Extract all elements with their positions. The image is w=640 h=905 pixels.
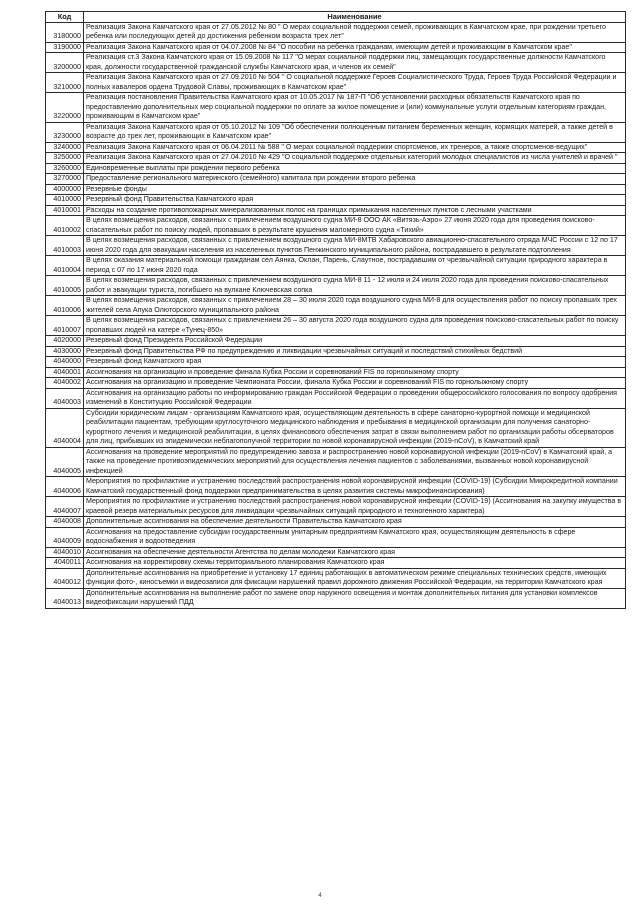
row-name: Ассигнования на предоставление субсидии государственным унитарным предприятиям Камчатского края, осуществляющим деятельность в сфере водоснабжения и водоотведения	[84, 527, 626, 547]
table-row	[46, 296, 626, 316]
row-name: В целях возмещения расходов, связанных с привлечением 28 – 30 июля 2020 года воздушного судна МИ-8 для осуществления работ по поиску пропавших трех жителей села Апука Олюторского муниципального района	[84, 296, 626, 316]
row-name: Реализация Закона Камчатского края от 27.09.2010 № 504 " О социальной поддержке Героев Социалистического Труда, Героев Труда Российской Федерации и полных кавалеров ордена Трудовой Славы, проживающих в Камчатском крае"	[84, 73, 626, 93]
table-row	[46, 122, 626, 142]
row-code: 4040008	[46, 517, 84, 528]
table-row	[46, 346, 626, 357]
row-name: Дополнительные ассигнования на выполнение работ по замене опор наружного освещения и монтаж дополнительных питания для установки комплексов видеофиксации нарушений ПДД	[84, 588, 626, 608]
table-row	[46, 163, 626, 174]
row-code: 4020000	[46, 336, 84, 347]
table-row	[46, 53, 626, 73]
row-code: 4010004	[46, 256, 84, 276]
row-name: Дополнительные ассигнования на обеспечение деятельности Правительства Камчатского края	[84, 517, 626, 528]
row-code: 4040010	[46, 547, 84, 558]
row-code: 4040011	[46, 558, 84, 569]
row-code: 4010002	[46, 216, 84, 236]
table-row	[46, 497, 626, 517]
row-code: 4010000	[46, 195, 84, 206]
row-name: В целях возмещения расходов, связанных с привлечением воздушного судна МИ-8МТВ Хабаровского авиационно-спасательного отряда МЧС России с 12 по 17 июня 2020 года для эвакуации населения из населенных пунктов Пенжинского муниципального района, пострадавшего в результате подтопления	[84, 236, 626, 256]
row-code: 3230000	[46, 122, 84, 142]
table-row	[46, 184, 626, 195]
row-name: Реализация Закона Камчатского края от 27.05.2012 № 80 " О мерах социальной поддержки семей, проживающих в Камчатском крае, при рождении третьего ребенка или последующих детей до достижения ребенком возраста трех лет"	[84, 22, 626, 42]
table-row	[46, 447, 626, 477]
table-row	[46, 153, 626, 164]
row-code: 4040006	[46, 477, 84, 497]
row-code: 3240000	[46, 142, 84, 153]
row-name: Ассигнования на обеспечение деятельности Агентства по делам молодежи Камчатского края	[84, 547, 626, 558]
table-row	[46, 408, 626, 447]
row-name: Реализация постановления Правительства Камчатского края от 10.05.2017 № 187-П "Об установлении расходных обязательств Камчатского края по предоставлению дополнительных мер социальной поддержки по оплате за жилое помещение и (или) коммунальные услуги отдельным категориям граждан, проживающим в Камчатском крае"	[84, 93, 626, 123]
row-code: 4040003	[46, 388, 84, 408]
row-name: Резервные фонды	[84, 184, 626, 195]
table-row	[46, 357, 626, 368]
table-row	[46, 336, 626, 347]
row-name: Расходы на создание противопожарных минерализованных полос на границах примыкания населенных пунктов с лесными участками	[84, 205, 626, 216]
table-row	[46, 367, 626, 378]
table-row	[46, 527, 626, 547]
table-row	[46, 588, 626, 608]
row-code: 4040007	[46, 497, 84, 517]
table-row	[46, 568, 626, 588]
row-code: 4010006	[46, 296, 84, 316]
row-code: 4010001	[46, 205, 84, 216]
row-name: Ассигнования на корректировку схемы территориального планирования Камчатского края	[84, 558, 626, 569]
row-code: 4010003	[46, 236, 84, 256]
row-name: Мероприятия по профилактике и устранению последствий распространения новой коронавирусной инфекции (COVID-19) (Субсидии Микрокредитной компании Камчатский государственный фонд поддержки предпринимательства в целях развития системы микрофинансирования)	[84, 477, 626, 497]
row-name: Ассигнования на организацию работы по информированию граждан Российской Федерации о проведении общероссийского голосования по вопросу одобрения изменений в Конституцию Российской Федерации	[84, 388, 626, 408]
row-name: Реализация Закона Камчатского края от 27.04.2010 № 429 "О социальной поддержке отдельных категорий молодых специалистов из числа учителей и врачей "	[84, 153, 626, 164]
table-body	[46, 22, 626, 608]
row-code: 4040012	[46, 568, 84, 588]
table-row	[46, 42, 626, 53]
row-code: 3270000	[46, 174, 84, 185]
row-name: В целях возмещения расходов, связанных с привлечением воздушного судна МИ-8 ООО АК «Витязь-Аэро» 27 июня 2020 года для проведения поисково-спасательных работ по поиску людей, пропавших в результате крушения маломерного судна «Тихий»	[84, 216, 626, 236]
row-name: Реализация Закона Камчатского края от 04.07.2008 № 84 "О пособии на ребенка гражданам, имеющим детей и проживающим в Камчатском крае"	[84, 42, 626, 53]
row-code: 4040005	[46, 447, 84, 477]
table-row	[46, 174, 626, 185]
row-code: 4010007	[46, 316, 84, 336]
row-name: Резервный фонд Президента Российской Федерации	[84, 336, 626, 347]
row-code: 4010005	[46, 276, 84, 296]
row-code: 3200000	[46, 53, 84, 73]
row-code: 4000000	[46, 184, 84, 195]
row-name: Реализация ст.3 Закона Камчатского края от 15.09.2008 № 117 "О мерах социальной поддержки лиц, замещающих государственные должности Камчатского края, должности государственной гражданской службы Камчатского края, и членов их семей"	[84, 53, 626, 73]
row-code: 3180000	[46, 22, 84, 42]
table-row	[46, 256, 626, 276]
table-header-row	[46, 12, 626, 23]
table-row	[46, 93, 626, 123]
row-code: 4040001	[46, 367, 84, 378]
row-name: Реализация Закона Камчатского края от 05.10.2012 № 109 "Об обеспечении полноценным питанием беременных женщин, кормящих матерей, а также детей в возрасте до трех лет, проживающих в Камчатском крае"	[84, 122, 626, 142]
row-name: Резервный фонд Правительства Камчатского края	[84, 195, 626, 206]
table-row	[46, 216, 626, 236]
table-row	[46, 547, 626, 558]
row-name: В целях оказания материальной помощи гражданам сел Аянка, Оклан, Парень, Слаутное, пострадавшим от чрезвычайной ситуации природного характера в период с 07 по 17 июня 2020 года	[84, 256, 626, 276]
table-row	[46, 22, 626, 42]
row-code: 3250000	[46, 153, 84, 164]
table-row	[46, 142, 626, 153]
table-row	[46, 205, 626, 216]
table-row	[46, 316, 626, 336]
row-name: Дополнительные ассигнования на приобретение и установку 17 единиц работающих в автоматическом режиме специальных технических средств, имеющих функции фото-, киносъемки и видеозаписи для фиксации нарушений правил дорожного движения Российской Федерации, на территории Камчатского края	[84, 568, 626, 588]
row-name: Субсидии юридическим лицам - организациям Камчатского края, осуществляющим деятельность в сфере санаторно-курортной помощи и медицинской реабилитации пациентам, требующим круглосуточного медицинского наблюдения и пребывания в медицинской организации для получения санаторно-курортного лечения и медицинской реабилитации, в целях финансового обеспечения затрат в связи выполнением работ по организации работы обсерваторов для лиц, прибывших из эпидемически неблагополучной территории по новой коронавирусной инфекции (2019-nCoV), в Камчатский край	[84, 408, 626, 447]
row-name: В целях возмещения расходов, связанных с привлечением 26 – 30 августа 2020 года воздушного судна для проведения поисково-спасательных работ по поиску пропавших людей на катере «Тунец-850»	[84, 316, 626, 336]
table-row	[46, 195, 626, 206]
column-header-name: Наименование	[84, 12, 626, 23]
row-code: 3260000	[46, 163, 84, 174]
row-name: Ассигнования на проведение мероприятий по предупреждению завоза и распространению новой коронавирусной инфекции (2019-nCoV) в Камчатский край, а также на проведение противоэпидемических мероприятий для осуществления лечения пациентов с заболеваниями, вызванных новой коронавирусной инфекцией	[84, 447, 626, 477]
row-code: 3220000	[46, 93, 84, 123]
row-name: Резервный фонд Камчатского края	[84, 357, 626, 368]
row-name: Реализация Закона Камчатского края от 06.04.2011 № 588 " О мерах социальной поддержки спортсменов, их тренеров, а также спортсменов-ведущих"	[84, 142, 626, 153]
row-code: 4040004	[46, 408, 84, 447]
row-name: Единовременные выплаты при рождении первого ребенка	[84, 163, 626, 174]
table-row	[46, 73, 626, 93]
row-code: 3190000	[46, 42, 84, 53]
table-row	[46, 236, 626, 256]
row-code: 4030000	[46, 346, 84, 357]
row-name: Предоставление регионального материнского (семейного) капитала при рождении второго ребенка	[84, 174, 626, 185]
budget-codes-table	[45, 11, 626, 609]
table-row	[46, 558, 626, 569]
row-name: Мероприятия по профилактике и устранению последствий распространения новой коронавирусной инфекции (COVID-19) (Ассигнования на закупку имущества в краевой резерв материальных ресурсов для ликвидации чрезвычайных ситуаций природного и техногенного характера)	[84, 497, 626, 517]
row-name: Резервный фонд Правительства РФ по предупреждению и ликвидации чрезвычайных ситуаций и последствий стихийных бедствий	[84, 346, 626, 357]
row-name: Ассигнования на организацию и проведение финала Кубка России и соревнований FIS по горнолыжному спорту	[84, 367, 626, 378]
row-name: Ассигнования на организацию и проведение Чемпионата России, финала Кубка России и соревнований FIS по горнолыжному спорту	[84, 378, 626, 389]
row-code: 3210000	[46, 73, 84, 93]
row-code: 4040000	[46, 357, 84, 368]
column-header-code: Код	[46, 12, 84, 23]
row-code: 4040013	[46, 588, 84, 608]
table-row	[46, 378, 626, 389]
page-number: 4	[318, 893, 322, 899]
table-row	[46, 388, 626, 408]
document-page	[45, 11, 626, 609]
table-row	[46, 276, 626, 296]
table-row	[46, 477, 626, 497]
row-code: 4040009	[46, 527, 84, 547]
row-code: 4040002	[46, 378, 84, 389]
table-row	[46, 517, 626, 528]
row-name: В целях возмещения расходов, связанных с привлечением воздушного судна МИ-8 11 - 12 июля и 24 июля 2020 года для проведения поисково-спасательных работ и эвакуации туриста, погибшего на вулкане Ключевская сопка	[84, 276, 626, 296]
